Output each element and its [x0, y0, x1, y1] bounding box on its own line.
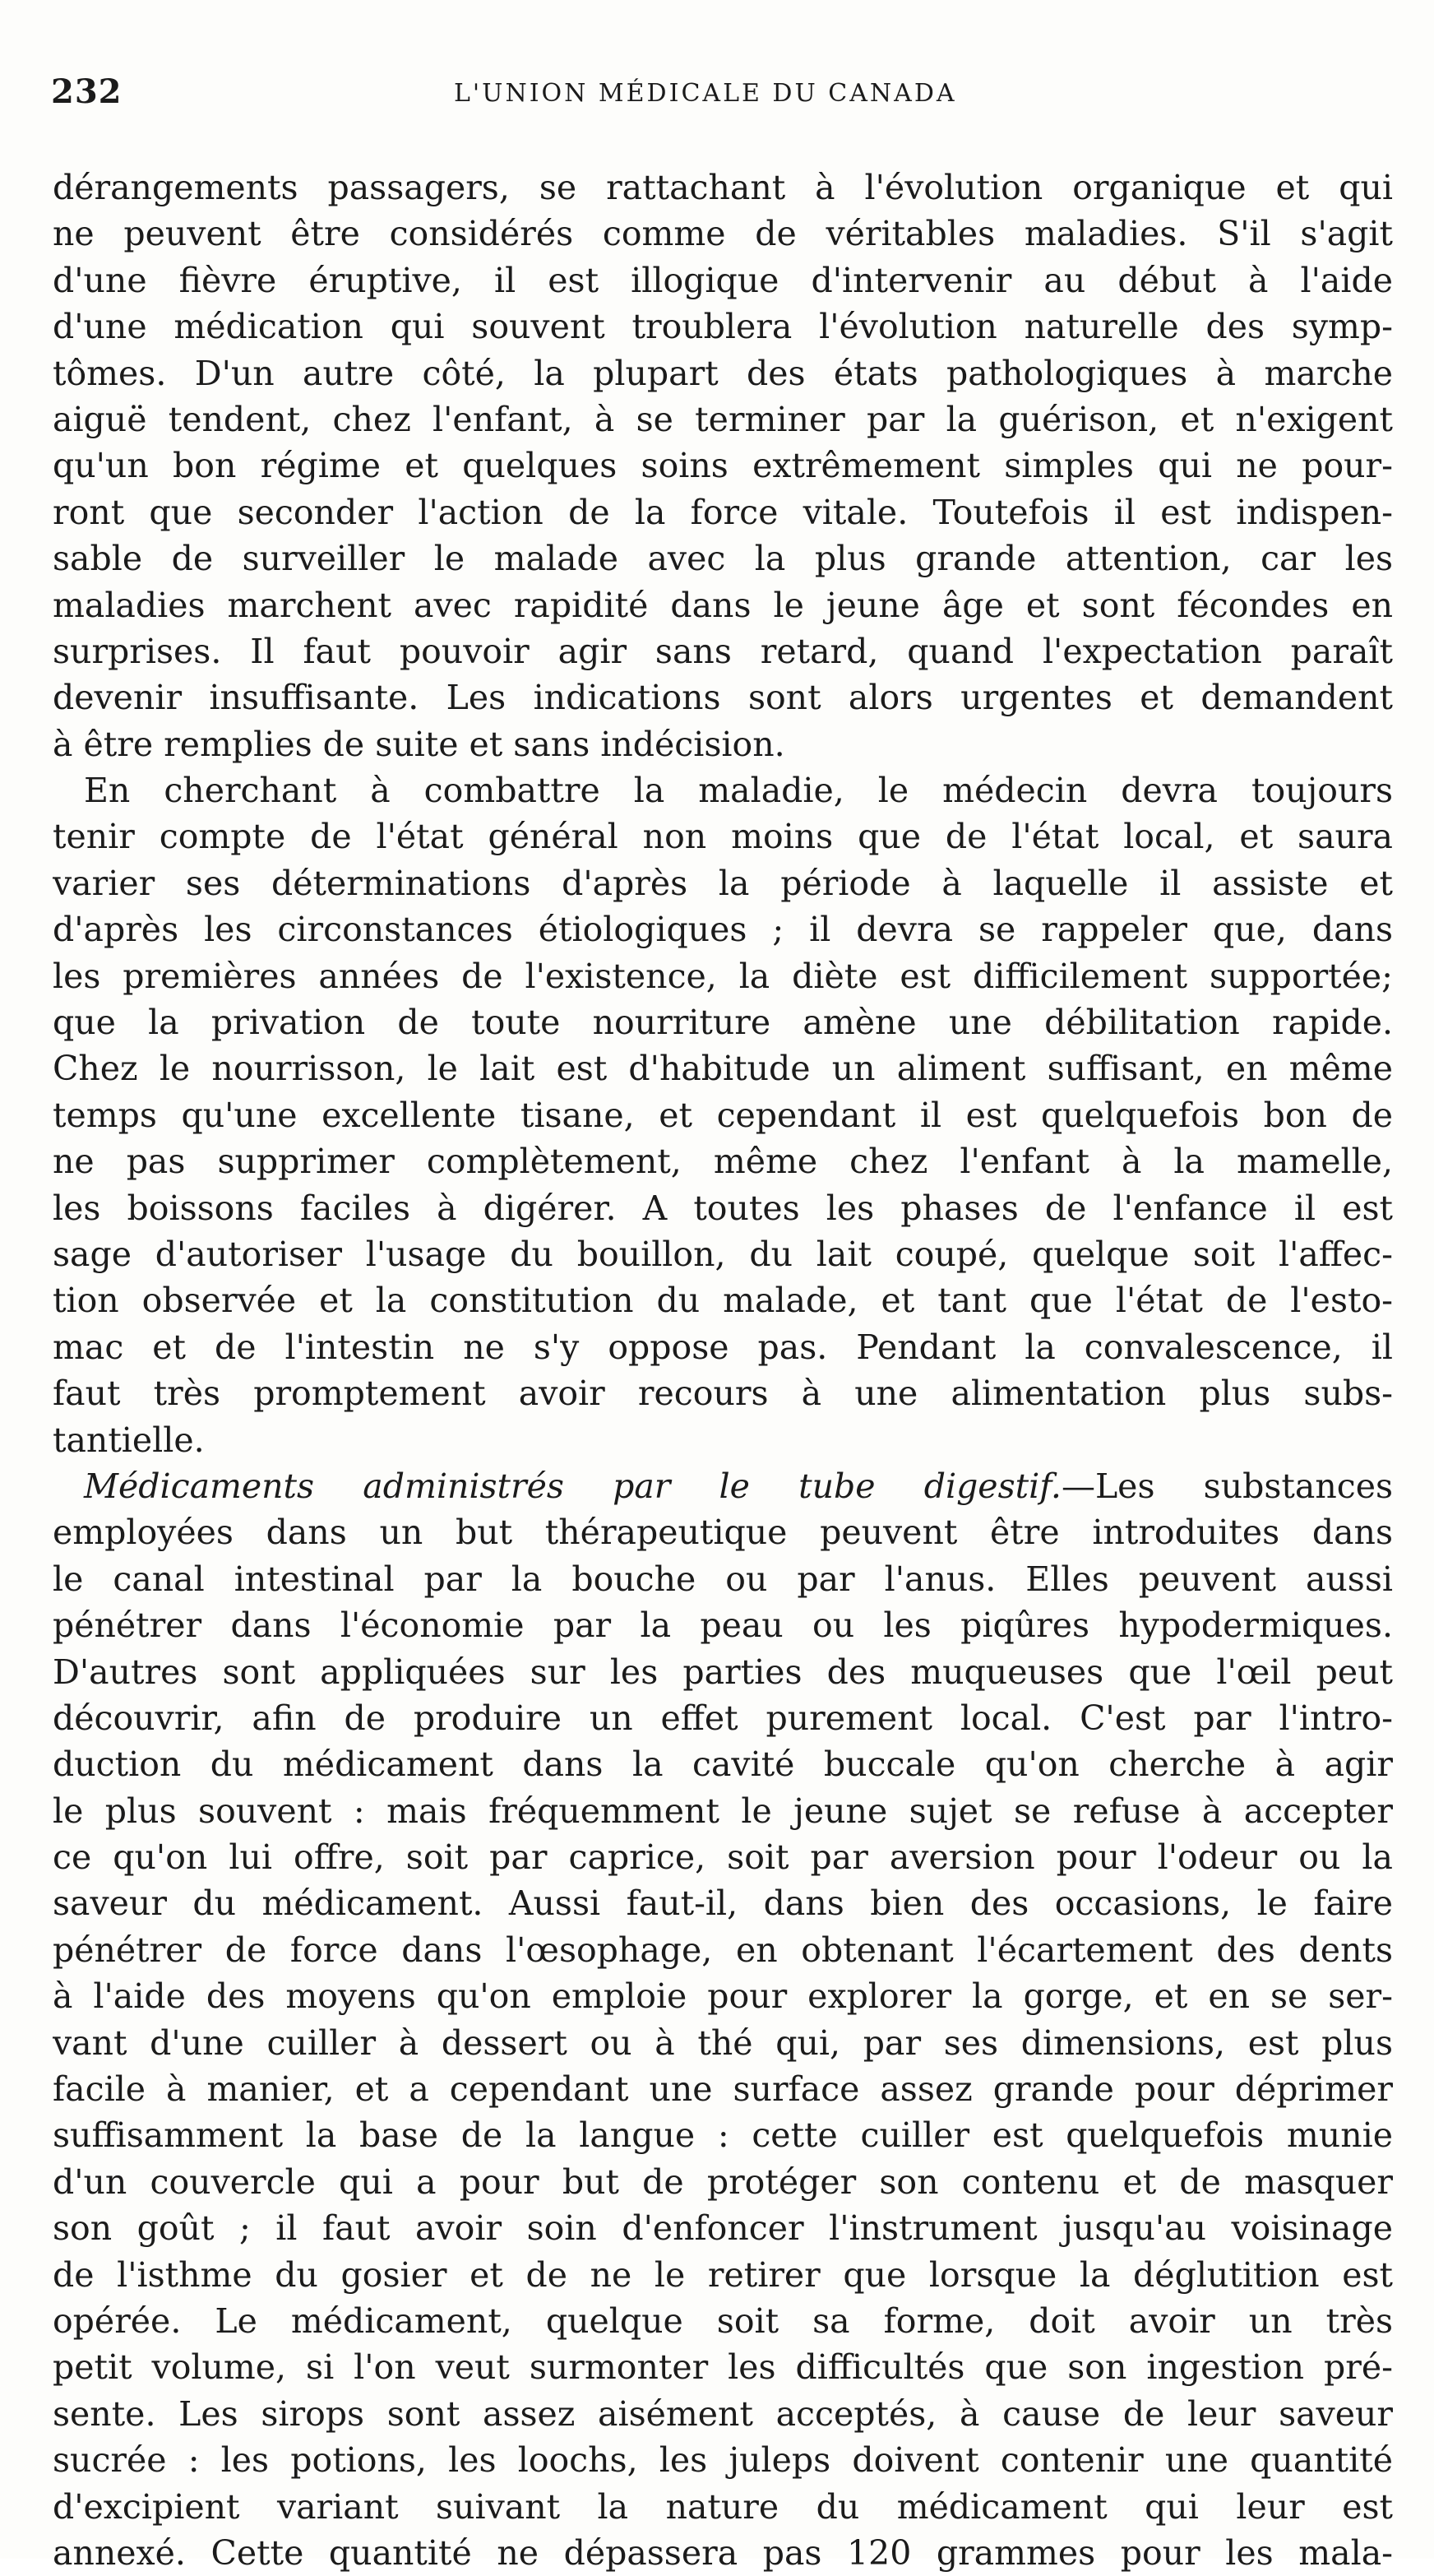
text-line: le plus souvent : mais fréquemment le jeune sujet se refuse à accepter	[53, 1791, 1393, 1831]
text-line: qu'un bon régime et quelques soins extrêmement simples qui ne pour-	[53, 446, 1393, 486]
journal-title: L'UNION MÉDICALE DU CANADA	[454, 79, 957, 108]
text-line: D'autres sont appliquées sur les parties des muqueuses que l'œil peut	[53, 1652, 1393, 1692]
text-line: son goût ; il faut avoir soin d'enfoncer l'instrument jusqu'au voisinage	[53, 2208, 1393, 2249]
text-line: ne peuvent être considérés comme de véritables maladies. S'il s'agit	[53, 214, 1393, 254]
text-line: sente. Les sirops sont assez aisément acceptés, à cause de leur saveur	[53, 2393, 1393, 2434]
text-line: Chez le nourrisson, le lait est d'habitude un aliment suffisant, en même	[53, 1049, 1393, 1089]
text-line: saveur du médicament. Aussi faut-il, dans bien des occasions, le faire	[53, 1883, 1393, 1924]
text-line: sage d'autoriser l'usage du bouillon, du lait coupé, quelque soit l'affec-	[53, 1234, 1393, 1274]
text-line: employées dans un but thérapeutique peuvent être introduites dans	[53, 1513, 1393, 1553]
text-line: d'une fièvre éruptive, il est illogique d'intervenir au début à l'aide	[53, 260, 1393, 300]
text-line: découvrir, afin de produire un effet purement local. C'est par l'intro-	[53, 1698, 1393, 1738]
text-line: d'excipient variant suivant la nature du médicament qui leur est	[53, 2486, 1393, 2527]
text-line: à l'aide des moyens qu'on emploie pour explorer la gorge, et en se ser-	[53, 1976, 1393, 2017]
text-line: le canal intestinal par la bouche ou par l'anus. Elles peuvent aussi	[53, 1559, 1393, 1599]
text-line: tômes. D'un autre côté, la plupart des états pathologiques à marche	[53, 353, 1393, 393]
text-line: mac et de l'intestin ne s'y oppose pas. Pendant la convalescence, il	[53, 1327, 1393, 1367]
running-head	[51, 72, 1383, 122]
text-line: suffisamment la base de la langue : cette cuiller est quelquefois munie	[53, 2115, 1393, 2156]
text-line: sucrée : les potions, les loochs, les juleps doivent contenir une quantité	[53, 2440, 1393, 2481]
body-text	[53, 164, 1393, 2576]
text-line: aiguë tendent, chez l'enfant, à se terminer par la guérison, et n'exigent	[53, 399, 1393, 439]
text-line: tion observée et la constitution du malade, et tant que l'état de l'esto-	[53, 1281, 1393, 1321]
text-line: vant d'une cuiller à dessert ou à thé qui, par ses dimensions, est plus	[53, 2022, 1393, 2063]
text-line: ce qu'on lui offre, soit par caprice, soit par aversion pour l'odeur ou la	[53, 1837, 1393, 1878]
text-line: duction du médicament dans la cavité buccale qu'on cherche à agir	[53, 1744, 1393, 1785]
text-line: temps qu'une excellente tisane, et cependant il est quelquefois bon de	[53, 1095, 1393, 1135]
text-line: maladies marchent avec rapidité dans le jeune âge et sont fécondes en	[53, 585, 1393, 625]
text-line: tenir compte de l'état général non moins que de l'état local, et saura	[53, 817, 1393, 857]
text-line: devenir insuffisante. Les indications sont alors urgentes et demandent	[53, 678, 1393, 718]
text-line: pénétrer de force dans l'œsophage, en obtenant l'écartement des dents	[53, 1930, 1393, 1970]
text-line: ront que seconder l'action de la force vitale. Toutefois il est indispen-	[53, 492, 1393, 532]
text-line: facile à manier, et a cependant une surface assez grande pour déprimer	[53, 2069, 1393, 2110]
text-line: ne pas supprimer complètement, même chez l'enfant à la mamelle,	[53, 1142, 1393, 1182]
text-line: En cherchant à combattre la maladie, le médecin devra toujours	[84, 771, 1393, 811]
text-line: surprises. Il faut pouvoir agir sans retard, quand l'expectation paraît	[53, 631, 1393, 671]
text-line: faut très promptement avoir recours à une alimentation plus subs-	[53, 1374, 1393, 1414]
text-line: opérée. Le médicament, quelque soit sa forme, doit avoir un très	[53, 2300, 1393, 2341]
text-line: tantielle.	[53, 1420, 205, 1460]
text-line: varier ses déterminations d'après la période à laquelle il assiste et	[53, 863, 1393, 903]
section-heading: Médicaments administrés par le tube digestif.	[84, 1466, 1062, 1506]
text-line: les boissons faciles à digérer. A toutes les phases de l'enfance il est	[53, 1188, 1393, 1228]
text-line: de l'isthme du gosier et de ne le retirer que lorsque la déglutition est	[53, 2254, 1393, 2295]
page-number: 232	[51, 72, 123, 111]
text-line: à être remplies de suite et sans indécision.	[53, 724, 785, 764]
text-line: d'une médication qui souvent troublera l'évolution naturelle des symp-	[53, 307, 1393, 347]
text-line: annexé. Cette quantité ne dépassera pas 120 grammes pour les mala-	[53, 2532, 1393, 2573]
text-line: pénétrer dans l'économie par la peau ou les piqûres hypodermiques.	[53, 1605, 1393, 1646]
text-line: les premières années de l'existence, la diète est difficilement supportée;	[53, 956, 1393, 996]
section-heading-rest: —Les substances	[1061, 1466, 1393, 1506]
text-line	[53, 1463, 1393, 1509]
text-line: d'un couvercle qui a pour but de protéger son contenu et de masquer	[53, 2161, 1393, 2202]
text-line: sable de surveiller le malade avec la plus grande attention, car les	[53, 539, 1393, 579]
text-line: dérangements passagers, se rattachant à l'évolution organique et qui	[53, 168, 1393, 207]
text-line: que la privation de toute nourriture amène une débilitation rapide.	[53, 1003, 1393, 1043]
text-line: petit volume, si l'on veut surmonter les difficultés que son ingestion pré-	[53, 2347, 1393, 2388]
text-line: d'après les circonstances étiologiques ; il devra se rappeler que, dans	[53, 910, 1393, 950]
